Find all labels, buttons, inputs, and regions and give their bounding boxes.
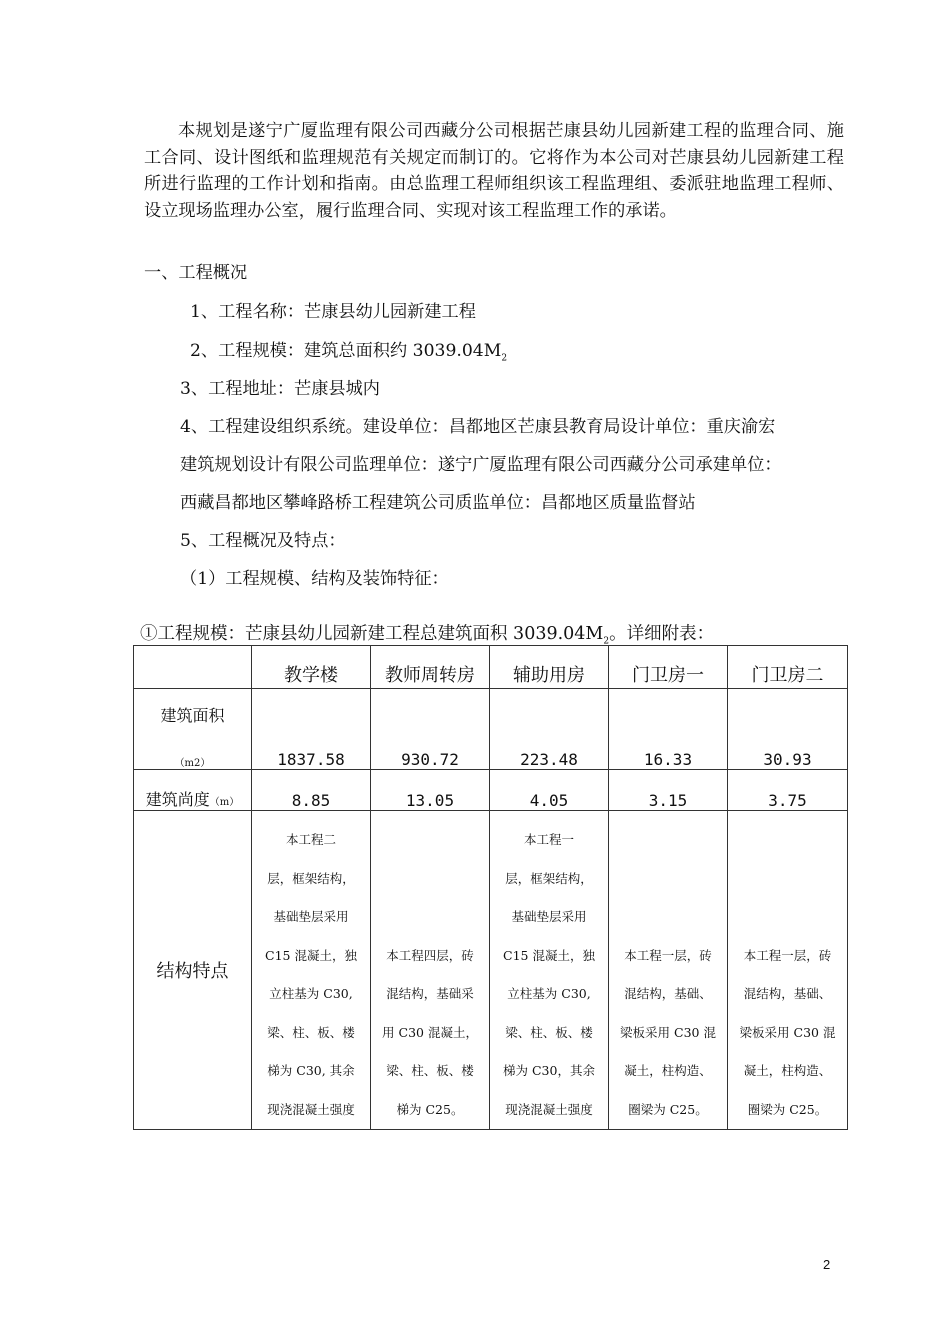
structure-line: 本工程一层，砖 — [743, 947, 832, 963]
table-cell: 13.05 — [371, 770, 490, 811]
structure-line: 混结构，基础、 — [624, 986, 712, 1001]
structure-text — [490, 811, 608, 1129]
org-line-2: 建筑规划设计有限公司监理单位：遂宁广厦监理有限公司西藏分公司承建单位： — [180, 455, 782, 475]
table-cell — [371, 811, 490, 1130]
structure-label: 结构特点 — [134, 811, 252, 1130]
structure-line: 梁、柱、板、楼 — [505, 1024, 593, 1040]
structure-line: 梁板采用 C30 混 — [739, 1024, 836, 1040]
org-line-1: 4、工程建设组织系统。建设单位：昌都地区芒康县教育局设计单位：重庆渝宏 — [180, 417, 776, 437]
structure-text — [252, 811, 370, 1129]
structure-line: 梯为 C30, 其余 — [267, 1063, 355, 1078]
table-cell: 16.33 — [609, 689, 728, 770]
org-line-3: 西藏昌都地区攀峰路桥工程建筑公司质监单位：昌都地区质量监督站 — [180, 493, 696, 513]
table-cell: 8.85 — [252, 770, 371, 811]
table-cell: 1837.58 — [252, 689, 371, 770]
structure-line: 圈梁为 C25。 — [747, 1101, 828, 1117]
header-empty-cell — [134, 646, 252, 689]
structure-line: 层，框架结构， — [267, 870, 355, 886]
structure-line: 梯为 C25。 — [396, 1101, 464, 1117]
structure-line: 梁板采用 C30 混 — [620, 1024, 716, 1040]
table-cell: 930.72 — [371, 689, 490, 770]
table-caption-suffix: 。详细附表： — [609, 624, 715, 644]
structure-line: 混结构，基础采 — [386, 986, 474, 1001]
column-header: 辅助用房 — [490, 646, 609, 689]
structure-line: 本工程一层，砖 — [624, 947, 712, 963]
structure-line: 现浇混凝土强度 — [505, 1101, 593, 1117]
structure-text — [609, 927, 727, 1130]
structure-line: 现浇混凝土强度 — [267, 1101, 355, 1117]
structure-line: 基础垫层采用 — [511, 909, 587, 924]
project-address: 3、工程地址：芒康县城内 — [180, 379, 380, 399]
structure-line: 本工程四层，砖 — [386, 947, 474, 963]
structure-row — [134, 811, 848, 1130]
structure-line: 本工程二 — [285, 832, 336, 847]
height-label-cell — [134, 770, 252, 811]
table-cell: 4.05 — [490, 770, 609, 811]
structure-line: 梁、柱、板、楼 — [267, 1024, 355, 1040]
structure-subheading: （1）工程规模、结构及装饰特征： — [180, 569, 449, 589]
table-cell: 3.75 — [728, 770, 848, 811]
table-cell: 223.48 — [490, 689, 609, 770]
height-row — [134, 770, 848, 811]
project-scale-text: 2、工程规模：建筑总面积约 3039.04M — [190, 341, 502, 361]
structure-line: 用 C30 混凝土， — [382, 1024, 478, 1040]
column-header: 教学楼 — [252, 646, 371, 689]
column-header: 门卫房二 — [728, 646, 848, 689]
table-cell — [252, 811, 371, 1130]
table-caption-text: ①工程规模：芒康县幼儿园新建工程总建筑面积 3039.04M — [140, 624, 604, 644]
project-scale — [190, 336, 507, 363]
structure-line: 凝土，柱构造、 — [624, 1063, 712, 1078]
project-scale-sub: 2 — [501, 353, 508, 364]
section-heading: 一、工程概况 — [144, 263, 248, 283]
project-name: 1、工程名称：芒康县幼儿园新建工程 — [190, 302, 476, 322]
structure-text — [371, 927, 489, 1130]
table-cell — [609, 811, 728, 1130]
table-cell — [490, 811, 609, 1130]
project-table — [133, 645, 848, 1130]
page-number: 2 — [823, 1257, 831, 1272]
structure-line: 立柱基为 C30, — [269, 986, 353, 1001]
intro-paragraph: 本规划是遂宁广厦监理有限公司西藏分公司根据芒康县幼儿园新建工程的监理合同、施工合同、设计图纸和监理规范有关规定而制订的。它将作为本公司对芒康县幼儿园新建工程所进行监理的工作计划和指南。由总监理工程师组织该工程监理组、委派驻地监理工程师、设立现场监理办公室，履行监理合同、实现对该工程监理工作的承诺。 — [144, 121, 844, 221]
column-header: 教师周转房 — [371, 646, 490, 689]
structure-line: C15 混凝土，独 — [503, 947, 595, 963]
area-label-cell — [134, 689, 252, 770]
structure-line: 圈梁为 C25。 — [628, 1101, 708, 1117]
table-cell: 30.93 — [728, 689, 848, 770]
structure-line: 立柱基为 C30, — [507, 986, 591, 1001]
area-label: 建筑面积 — [160, 706, 225, 725]
table-cell: 3.15 — [609, 770, 728, 811]
structure-line: C15 混凝土，独 — [265, 947, 357, 963]
height-label: 建筑尚度 — [145, 790, 210, 809]
structure-line: 本工程一 — [523, 832, 574, 847]
structure-line: 梯为 C30，其余 — [503, 1063, 595, 1078]
structure-line: 梁、柱、板、楼 — [386, 1063, 474, 1078]
table-caption-sub: 2 — [603, 636, 610, 647]
table-cell — [728, 811, 848, 1130]
area-unit: （m2） — [174, 758, 211, 769]
structure-line: 层，框架结构， — [505, 870, 593, 886]
area-row — [134, 689, 848, 770]
column-header: 门卫房一 — [609, 646, 728, 689]
structure-text — [728, 927, 847, 1130]
structure-line: 凝土，柱构造、 — [743, 1063, 832, 1078]
structure-line: 混结构，基础、 — [743, 986, 832, 1001]
overview-heading: 5、工程概况及特点： — [180, 531, 346, 551]
table-header-row — [134, 646, 848, 689]
height-unit: （m） — [209, 797, 240, 808]
structure-line: 基础垫层采用 — [273, 909, 349, 924]
table-caption — [140, 620, 714, 647]
